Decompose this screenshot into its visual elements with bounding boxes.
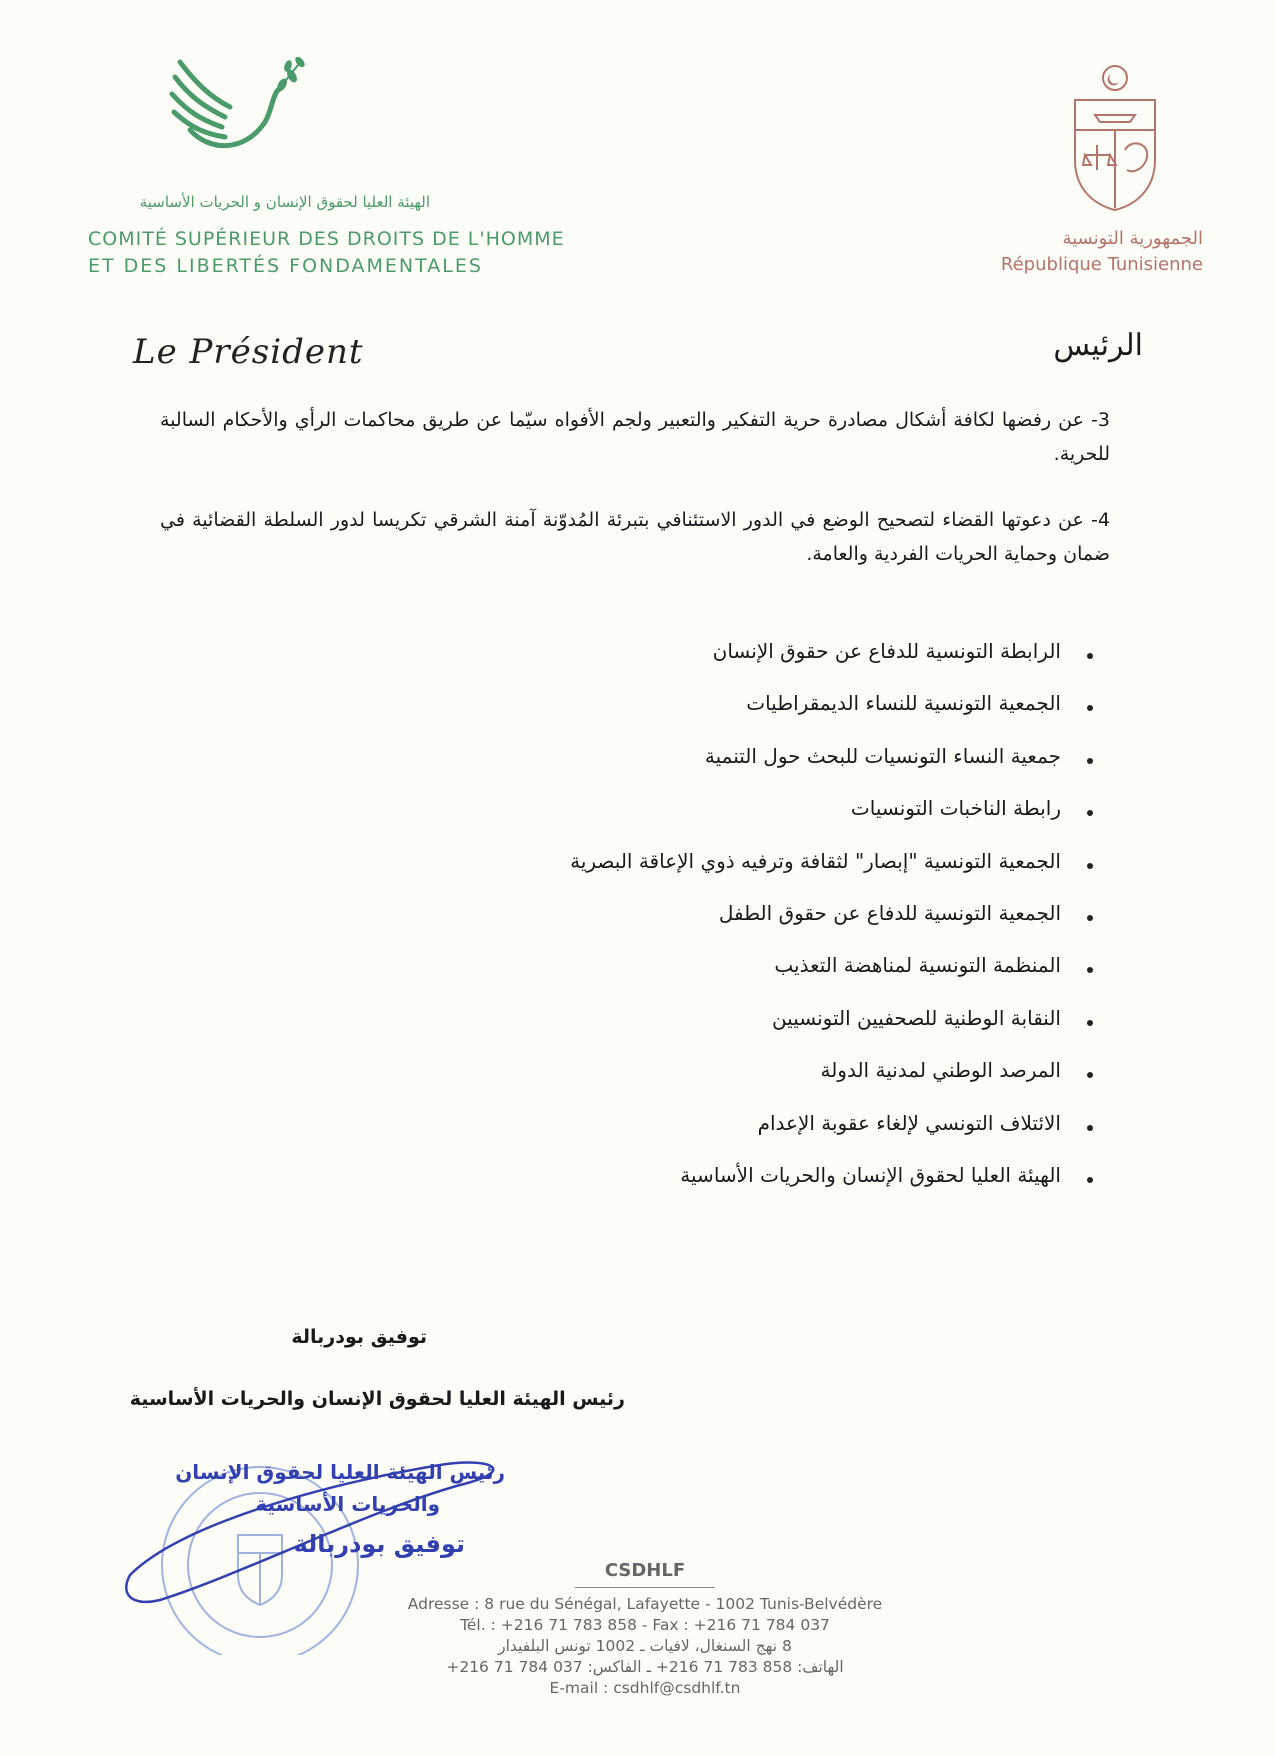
dove-logo-icon	[160, 52, 310, 162]
bullet-icon	[1087, 758, 1093, 764]
bullet-icon	[1087, 705, 1093, 711]
bullet-icon	[1087, 1072, 1093, 1078]
republic-name-french: République Tunisienne	[1000, 254, 1203, 275]
stamp-text-line3: توفيق بودربالة	[293, 1530, 465, 1558]
list-item: المنظمة التونسية لمناهضة التعذيب	[570, 950, 1093, 1002]
list-item: الهيئة العليا لحقوق الإنسان والحريات الأساسية	[570, 1160, 1093, 1212]
organizations-list	[570, 636, 1093, 1212]
list-item: جمعية النساء التونسيات للبحث حول التنمية	[570, 741, 1093, 793]
footer-phone-ar: الهاتف: 858 783 71 216+ ـ الفاكس: 037 784 71 216+	[446, 1658, 844, 1676]
list-item: الائتلاف التونسي لإلغاء عقوبة الإعدام	[570, 1108, 1093, 1160]
footer-phone-fr: Tél. : +216 71 783 858 - Fax : +216 71 784 037	[460, 1616, 830, 1634]
paragraph-4: 4- عن دعوتها القضاء لتصحيح الوضع في الدور الاستئنافي بتبرئة المُدوّنة آمنة الشرقي تكريسا لدور السلطة القضائية في ضمان وحماية الحريات الفردية والعامة.	[160, 509, 1110, 565]
stamp-text-line1: رئيس الهيئة العليا لحقوق الإنسان	[175, 1460, 505, 1484]
bullet-icon	[1087, 810, 1093, 816]
org-name-arabic: الهيئة العليا لحقوق الإنسان و الحريات الأساسية	[139, 193, 430, 211]
bullet-icon	[1087, 1020, 1093, 1026]
list-item: الجمعية التونسية للنساء الديمقراطيات	[570, 688, 1093, 740]
stamp-text-line2: والحريات الأساسية	[255, 1492, 440, 1516]
list-item: رابطة الناخبات التونسيات	[570, 793, 1093, 845]
list-item: النقابة الوطنية للصحفيين التونسيين	[570, 1003, 1093, 1055]
bullet-icon	[1087, 653, 1093, 659]
list-item: الجمعية التونسية "إبصار" لثقافة وترفيه ذوي الإعاقة البصرية	[570, 846, 1093, 898]
bullet-icon	[1087, 967, 1093, 973]
signatory-name: توفيق بودربالة	[291, 1326, 427, 1348]
bullet-icon	[1087, 863, 1093, 869]
tunisia-emblem-icon	[1055, 60, 1175, 220]
bullet-icon	[1087, 1125, 1093, 1131]
list-item: الجمعية التونسية للدفاع عن حقوق الطفل	[570, 898, 1093, 950]
footer-address-ar: 8 نهج السنغال، لافيات ـ 1002 تونس البلفيدار	[498, 1637, 792, 1655]
org-name-french-line1: COMITÉ SUPÉRIEUR DES DROITS DE L'HOMME	[88, 228, 565, 250]
bullet-icon	[1087, 1177, 1093, 1183]
list-item: الرابطة التونسية للدفاع عن حقوق الإنسان	[570, 636, 1093, 688]
republic-name-arabic: الجمهورية التونسية	[1062, 228, 1203, 249]
signatory-title: رئيس الهيئة العليا لحقوق الإنسان والحريات الأساسية	[129, 1388, 625, 1410]
paragraph-3: 3- عن رفضها لكافة أشكال مصادرة حرية التفكير والتعبير ولجم الأفواه سيّما عن طريق محاكمات الرأي والأحكام السالبة للحرية.	[160, 409, 1110, 465]
footer	[360, 1560, 930, 1699]
footer-acronym: CSDHLF	[575, 1560, 715, 1588]
bullet-icon	[1087, 915, 1093, 921]
title-arabic: الرئيس	[1053, 328, 1143, 363]
footer-address-fr: Adresse : 8 rue du Sénégal, Lafayette - 1002 Tunis-Belvédère	[407, 1595, 883, 1613]
org-name-french-line2: ET DES LIBERTÉS FONDAMENTALES	[88, 255, 483, 277]
title-french: Le Président	[133, 332, 364, 372]
list-item: المرصد الوطني لمدنية الدولة	[570, 1055, 1093, 1107]
footer-email: E-mail : csdhlf@csdhlf.tn	[549, 1679, 741, 1697]
